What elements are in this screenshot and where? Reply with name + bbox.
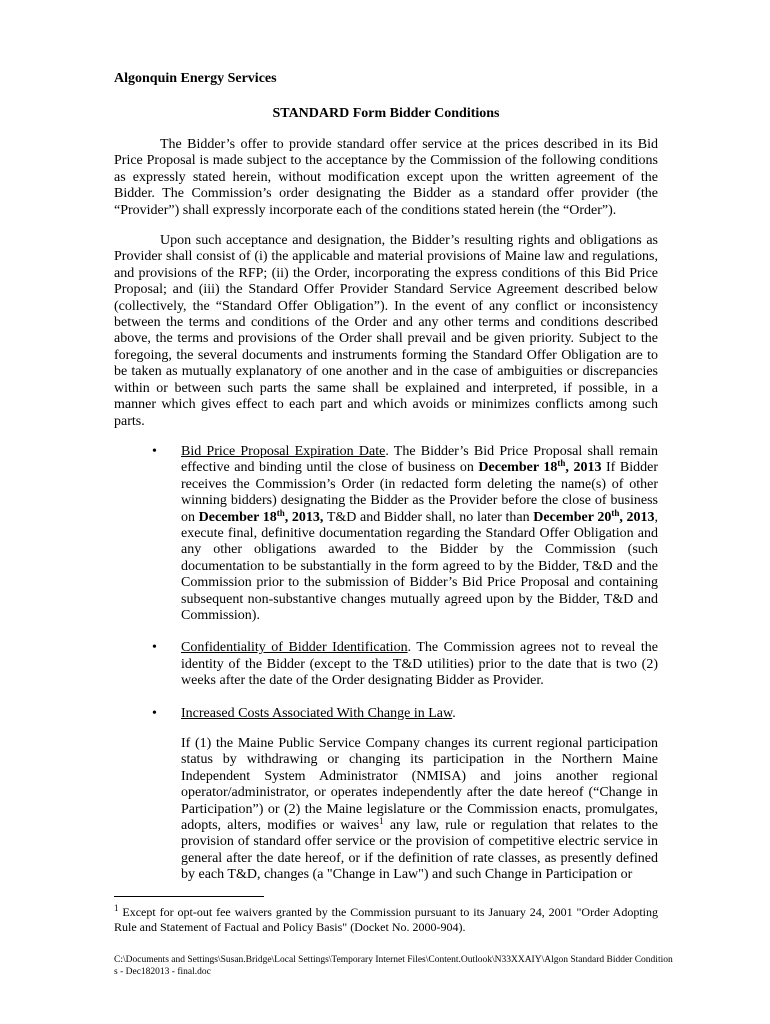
confidentiality-heading: Confidentiality of Bidder Identification — [181, 640, 408, 656]
footnote: $^1$ Except for opt-out fee waivers granted by the Commission pursuant to its January 24, 2001 "Order Adopting Rule and Statement of Factual and Policy Basis" (Docket No. 2000-904). — [114, 903, 658, 934]
change-in-law-paragraph: If (1) the Maine Public Service Company changes its current regional participation status by withdrawing or changing its participation in the Northern Maine Independent System Administrator (NMISA) and joins another regional operator/administrator, or operates independently after the date hereof (“Change in Participation”) or (2) the Maine legislature or the Commission enacts, promulgates, adopts, alters, modifies or waives$^1$ any law, rule or regulation that relates to the provision of standard offer service or the provision of competitive electric service in general after the date hereof, or if the definition of rate classes, as presently defined by each T&D, changes (a "Change in Law") and such Change in Participation or — [181, 736, 658, 883]
footnote-divider — [114, 896, 264, 897]
date-december-18-second: December 18th, 2013, — [198, 507, 324, 525]
bullet-icon: • — [152, 640, 157, 656]
change-in-law-heading: Increased Costs Associated With Change in Law — [181, 705, 453, 721]
document-page — [114, 70, 658, 900]
date-december-18: December 18th, 2013 — [478, 458, 602, 476]
footnote-reference: 1 — [379, 816, 384, 827]
file-path-footer: C:\Documents and Settings\Susan.Bridge\Local Settings\Temporary Internet Files\Content.Outlook\N33XXAIY\Algon Standard Bidder Conditions - Dec182013 - final.doc — [114, 955, 673, 977]
obligations-paragraph: Upon such acceptance and designation, the Bidder’s resulting rights and obligations as Provider shall consist of (i) the applicable and material provisions of Maine law and regulations, and provisions of the RFP; (ii) the Order, incorporating the express conditions of this Bid Price Proposal; and (iii) the Standard Offer Provider Standard Service Agreement described below (collectively, the “Standard Offer Obligation”). In the event of any conflict or inconsistency between the terms and conditions of the Order and any other terms and conditions described above, the terms and provisions of the Order shall prevail and be given priority. Subject to the foregoing, the several documents and instruments forming the Standard Offer Obligation are to be taken as mutually explanatory of one another and in the case of ambiguities or discrepancies within or between such parts the same shall be explained and interpreted, if possible, in a manner which gives effect to each part and which avoids or minimizes conflicts among such parts. — [114, 233, 658, 429]
conditions-list — [114, 444, 658, 884]
bullet-icon: • — [152, 705, 157, 721]
footnote-mark: 1 — [114, 903, 119, 913]
bullet-icon: • — [152, 443, 157, 459]
list-item-change-in-law: • Increased Costs Associated With Change in Law. If (1) the Maine Public Service Company changes its current regional participation status by withdrawing or changing its participation in the Northern Maine Independent System Administrator (NMISA) and joins another regional operator/administrator, or operates independently after the date hereof (“Change in Participation”) or (2) the Maine legislature or the Commission enacts, promulgates, adopts, alters, modifies or waives$^1$ any law, rule or regulation that relates to the provision of standard offer service or the provision of competitive electric service in general after the date hereof, or if the definition of rate classes, as presently defined by each T&D, changes (a "Change in Law") and such Change in Participation or — [152, 705, 658, 883]
company-name: Algonquin Energy Services — [114, 71, 277, 86]
expiration-heading: Bid Price Proposal Expiration Date — [181, 443, 386, 459]
intro-paragraph: The Bidder’s offer to provide standard offer service at the prices described in its Bid Price Proposal is made subject to the acceptance by the Commission of the following conditions as expressly stated herein, without modification except upon the written agreement of the Bidder. The Commission’s order designating the Bidder as a standard offer provider (the “Provider”) shall expressly incorporate each of the conditions stated herein (the “Order”). — [114, 137, 658, 218]
date-december-20: December 20th, 2013 — [533, 507, 655, 525]
list-item-confidentiality: • Confidentiality of Bidder Identification. The Commission agrees not to reveal the identity of the Bidder (except to the T&D utilities) prior to the date that is two (2) weeks after the date of the Order designating Bidder as Provider. — [152, 640, 658, 689]
list-item-expiration: • Bid Price Proposal Expiration Date. The Bidder’s Bid Price Proposal shall remain effective and binding until the close of business on December 18th, 2013 If Bidder receives the Commission’s Order (in redacted form deleting the name(s) of other winning bidders) designating the Bidder as the Provider before the close of business on December 18th, 2013, T&D and Bidder shall, no later than December 20th, 2013, execute final, definitive documentation regarding the Standard Offer Obligation and any other obligations awarded to the Bidder by the Commission (such documentation to be substantially in the form agreed to by the Bidder, T&D and the Commission prior to the submission of Bidder’s Bid Price Proposal and containing subsequent non-substantive changes mutually agreed upon by the Bidder, T&D and Commission). — [152, 443, 659, 623]
document-title: STANDARD Form Bidder Conditions — [272, 106, 500, 121]
